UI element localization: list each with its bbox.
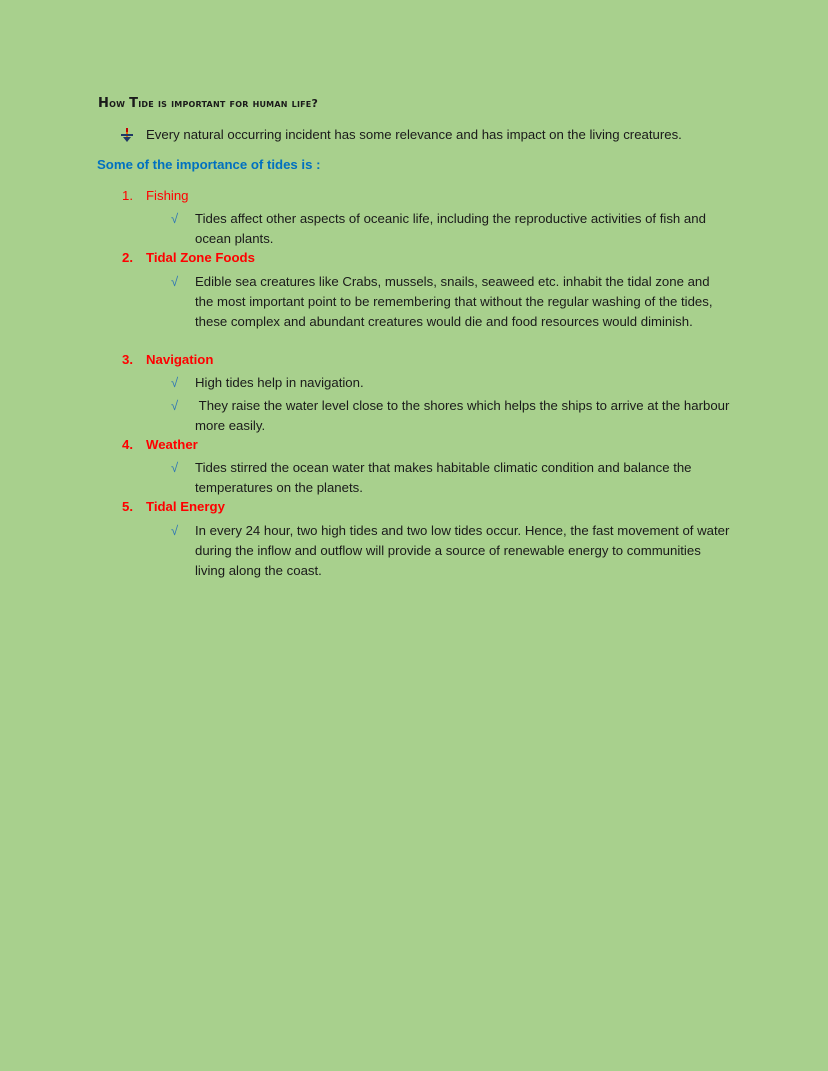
check-icon: √ <box>171 375 179 390</box>
sub-point <box>171 209 731 249</box>
sub-point-text: In every 24 hour, two high tides and two low tides occur. Hence, the fast movement of water during the inflow and outflow will provide a source of renewable energy to communities living along the coast. <box>195 523 730 578</box>
section-subheading: Some of the importance of tides is : <box>97 157 321 172</box>
check-icon: √ <box>171 460 179 475</box>
list-item-title: Fishing <box>146 188 189 203</box>
list-item-tidal-zone-foods <box>122 250 255 265</box>
page-title: How Tide is important for human life? <box>98 96 319 111</box>
list-item-tidal-energy <box>122 499 225 514</box>
sub-point-text: High tides help in navigation. <box>195 375 364 390</box>
list-number: 3. <box>122 352 133 367</box>
list-number: 5. <box>122 499 133 514</box>
sub-point-text: Edible sea creatures like Crabs, mussels, snails, seaweed etc. inhabit the tidal zone and the most important point to be remembering that without the regular washing of the tides, these complex and abundant creatures would die and food resources would diminish. <box>195 274 713 329</box>
sub-point <box>171 458 731 498</box>
list-item-title: Tidal Energy <box>146 499 225 514</box>
list-number: 1. <box>122 188 133 203</box>
list-item-title: Navigation <box>146 352 214 367</box>
list-item-title: Tidal Zone Foods <box>146 250 255 265</box>
intro-bullet <box>120 127 682 142</box>
check-icon: √ <box>171 398 179 413</box>
list-number: 2. <box>122 250 133 265</box>
sub-point <box>171 396 734 436</box>
check-icon: √ <box>171 523 179 538</box>
bullet-arrow-icon <box>120 128 134 142</box>
list-item-title: Weather <box>146 437 198 452</box>
intro-bullet-text: Every natural occurring incident has some relevance and has impact on the living creatures. <box>146 127 682 142</box>
sub-point-text: They raise the water level close to the shores which helps the ships to arrive at the harbour more easily. <box>195 398 734 433</box>
list-item-navigation <box>122 352 213 367</box>
list-item-fishing <box>122 188 189 203</box>
check-icon: √ <box>171 211 179 226</box>
check-icon: √ <box>171 274 179 289</box>
sub-point-text: Tides stirred the ocean water that makes habitable climatic condition and balance the temperatures on the planets. <box>195 460 692 495</box>
sub-point <box>171 521 731 580</box>
list-item-weather <box>122 437 198 452</box>
sub-point-text: Tides affect other aspects of oceanic life, including the reproductive activities of fish and ocean plants. <box>195 211 706 246</box>
sub-point <box>171 373 731 393</box>
list-number: 4. <box>122 437 133 452</box>
sub-point <box>171 272 731 331</box>
